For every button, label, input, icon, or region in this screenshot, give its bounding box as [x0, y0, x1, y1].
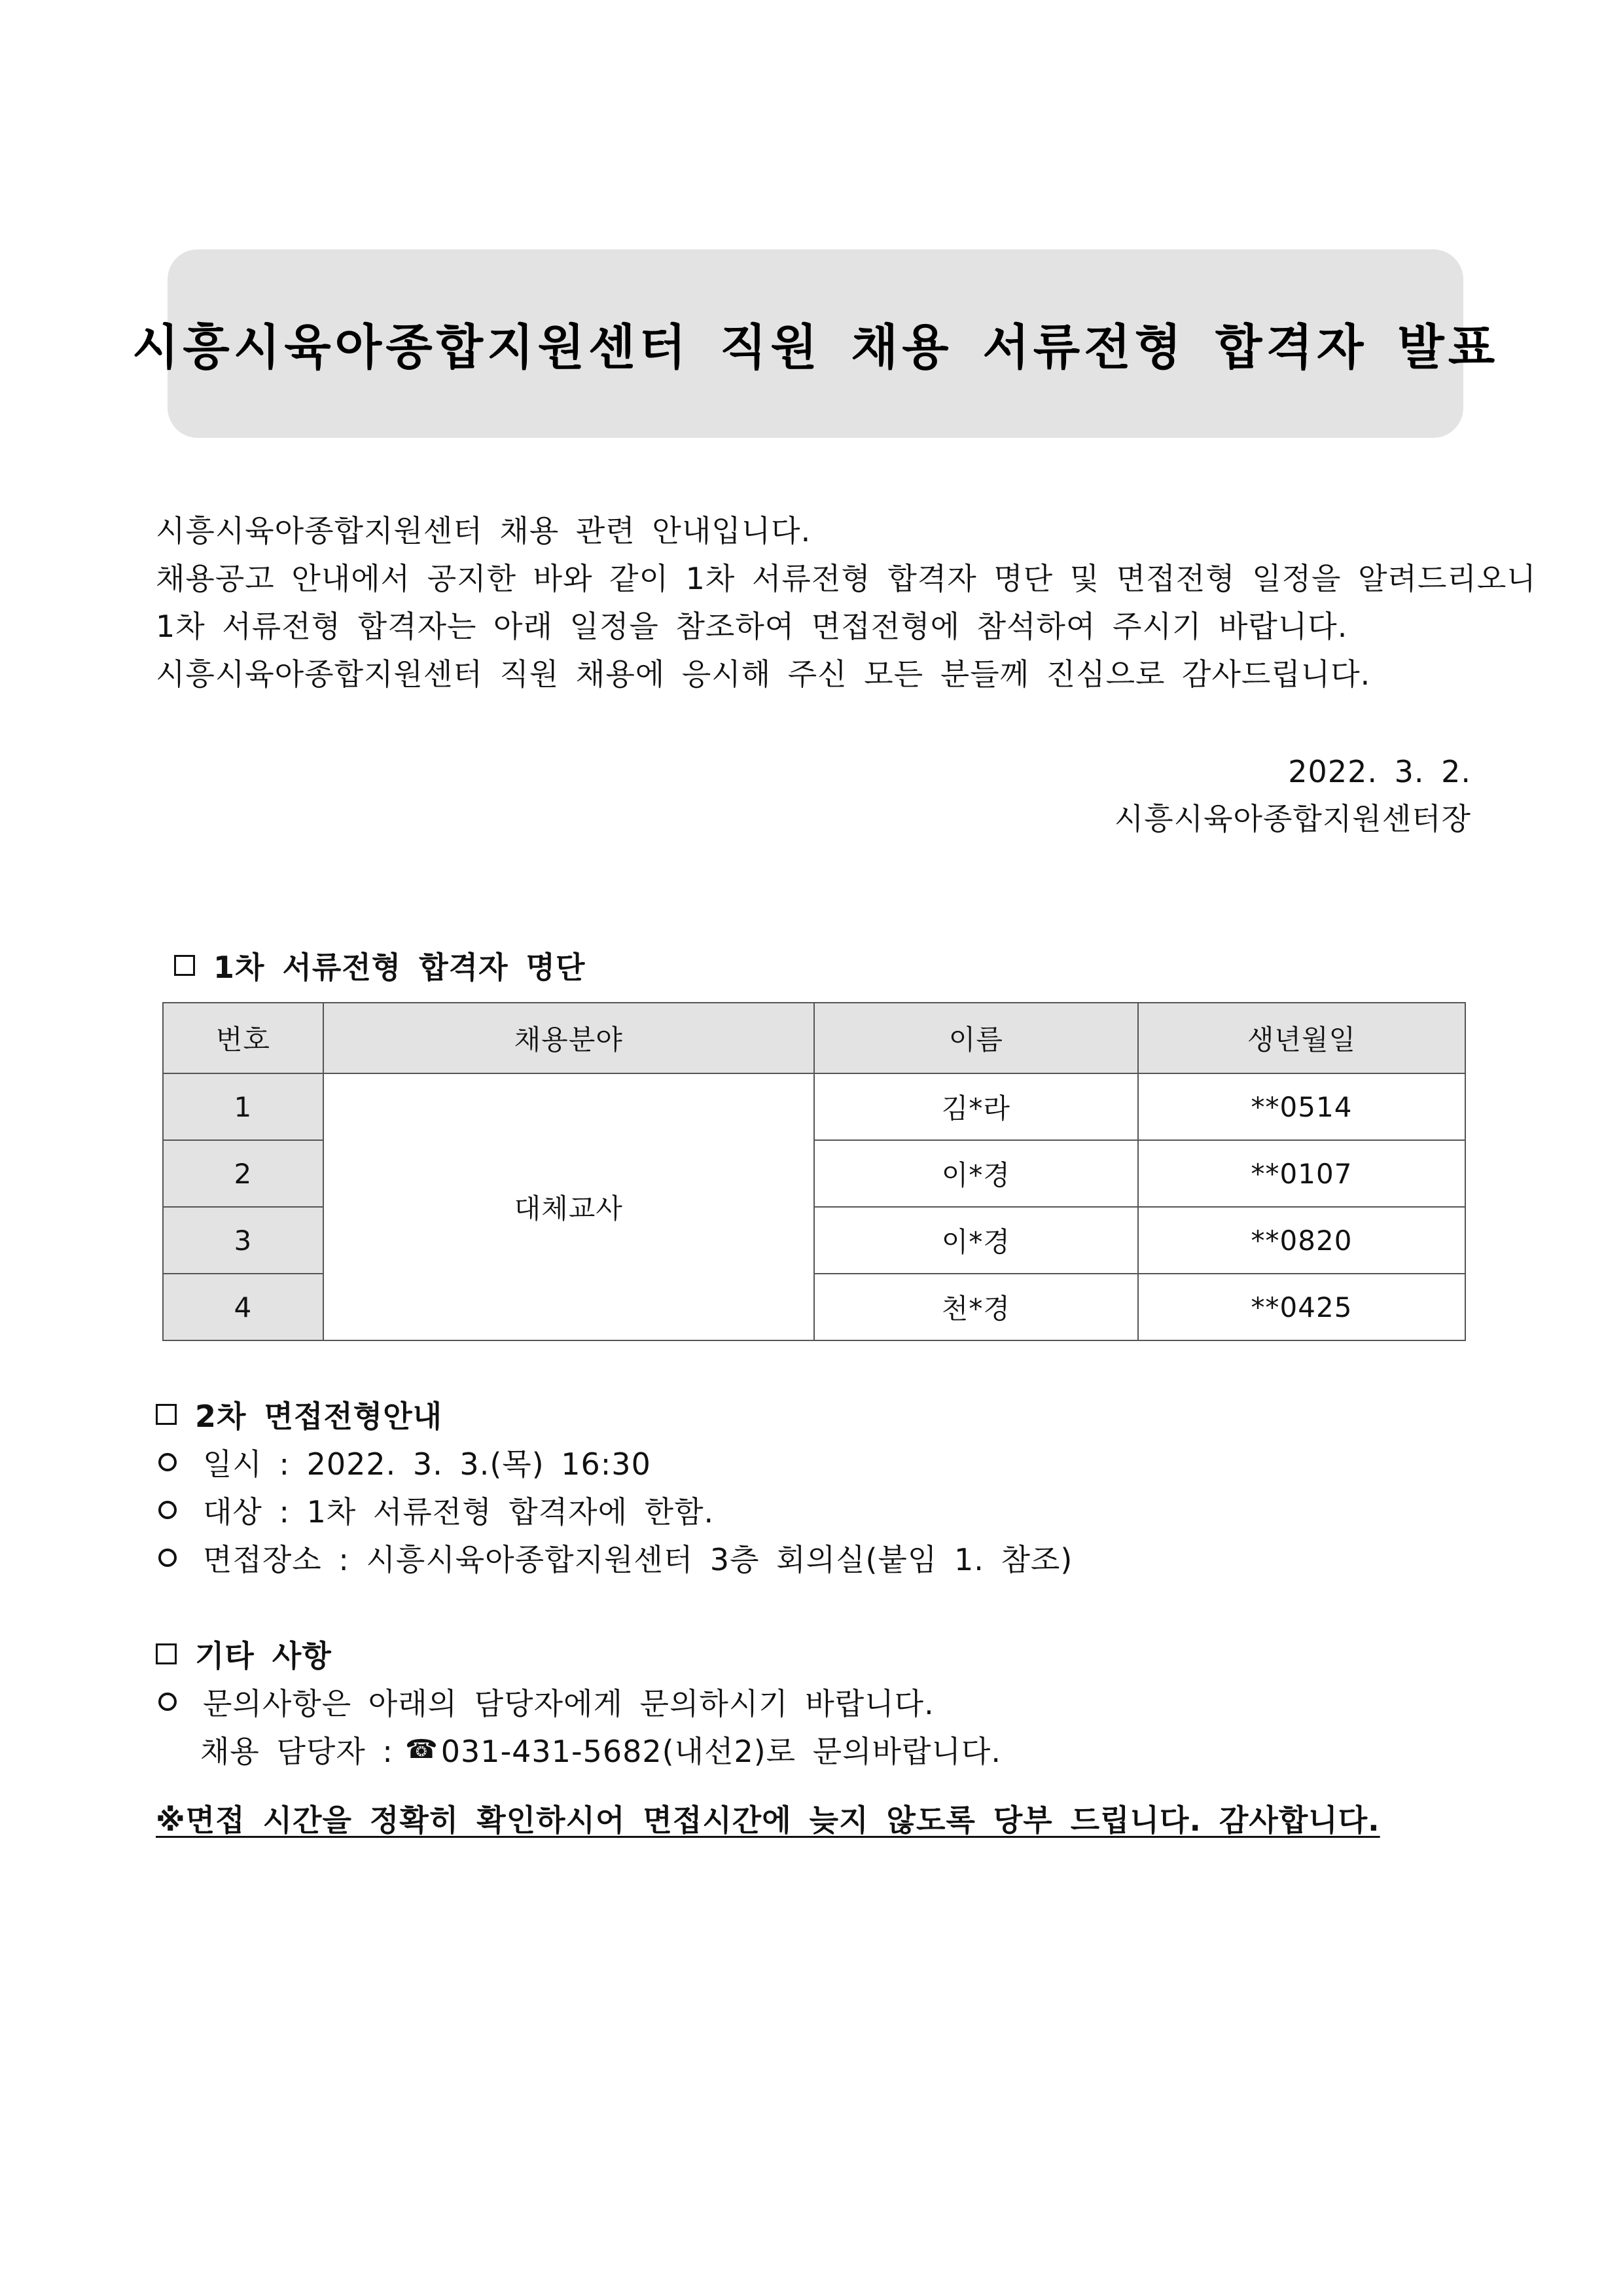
- phone-icon: ☎: [404, 1734, 438, 1765]
- issuer: 시흥시육아종합지원센터장: [1114, 801, 1471, 836]
- cell-name: 이*경: [814, 1140, 1138, 1207]
- section1-heading-text: 1차 서류전형 합격자 명단: [213, 950, 586, 985]
- header-birth: 생년월일: [1138, 1003, 1465, 1073]
- square-bullet-icon: [156, 1643, 177, 1664]
- cell-birth: **0820: [1138, 1207, 1465, 1274]
- interview-date-item: [156, 1441, 651, 1484]
- cell-number: 4: [163, 1274, 323, 1340]
- circle-bullet-icon: [158, 1693, 177, 1711]
- cell-birth: **0107: [1138, 1140, 1465, 1207]
- header-field: 채용분야: [323, 1003, 814, 1073]
- header-number: 번호: [163, 1003, 323, 1073]
- table-header-row: [163, 1003, 1465, 1073]
- contact-label: 채용 담당자 :: [200, 1734, 393, 1769]
- section2-heading-text: 2차 면접전형안내: [195, 1399, 443, 1434]
- cell-number: 3: [163, 1207, 323, 1274]
- intro-line: 1차 서류전형 합격자는 아래 일정을 참조하여 면접전형에 참석하여 주시기 바랍니다.: [156, 609, 1348, 644]
- intro-paragraph: [156, 507, 1537, 698]
- cell-birth: **0425: [1138, 1274, 1465, 1340]
- interview-location-text: 면접장소 : 시흥시육아종합지원센터 3층 회의실(붙임 1. 참조): [203, 1542, 1073, 1577]
- intro-line: 채용공고 안내에서 공지한 바와 같이 1차 서류전형 합격자 명단 및 면접전형 일정을 알려드리오니: [156, 561, 1537, 596]
- cell-name: 이*경: [814, 1207, 1138, 1274]
- section3-heading-text: 기타 사항: [195, 1638, 332, 1674]
- intro-line: 시흥시육아종합지원센터 직원 채용에 응시해 주신 모든 분들께 진심으로 감사드립니다.: [156, 656, 1371, 692]
- header-name: 이름: [814, 1003, 1138, 1073]
- section2-heading: [156, 1393, 442, 1436]
- cell-name: 김*라: [814, 1073, 1138, 1140]
- interview-location-item: [156, 1536, 1073, 1579]
- contact-text: 031-431-5682(내선2)로 문의바랍니다.: [440, 1734, 1001, 1769]
- cell-name: 천*경: [814, 1274, 1138, 1340]
- results-table: [162, 1002, 1466, 1341]
- cell-field: 대체교사: [323, 1073, 814, 1340]
- cell-birth: **0514: [1138, 1073, 1465, 1140]
- square-bullet-icon: [156, 1404, 177, 1425]
- table-row: [163, 1073, 1465, 1140]
- signature-block: [1115, 748, 1471, 842]
- circle-bullet-icon: [158, 1549, 177, 1567]
- page-title: 시흥시육아종합지원센터 직원 채용 서류전형 합격자 발표: [132, 319, 1499, 376]
- circle-bullet-icon: [158, 1501, 177, 1519]
- section1-heading: [174, 944, 585, 987]
- intro-line: 시흥시육아종합지원센터 채용 관련 안내입니다.: [156, 513, 812, 548]
- inquiry-item: [156, 1680, 935, 1723]
- issue-date: 2022. 3. 2.: [1288, 754, 1471, 789]
- interview-target-text: 대상 : 1차 서류전형 합격자에 한함.: [203, 1494, 715, 1530]
- interview-date-text: 일시 : 2022. 3. 3.(목) 16:30: [203, 1446, 651, 1482]
- square-bullet-icon: [174, 955, 195, 976]
- section3-heading: [156, 1632, 332, 1676]
- circle-bullet-icon: [158, 1453, 177, 1471]
- inquiry-text: 문의사항은 아래의 담당자에게 문의하시기 바랍니다.: [203, 1686, 935, 1721]
- interview-target-item: [156, 1488, 714, 1532]
- title-box: [132, 249, 1499, 438]
- cell-number: 2: [163, 1140, 323, 1207]
- cell-number: 1: [163, 1073, 323, 1140]
- contact-line: [200, 1728, 1001, 1771]
- notice-text: ※면접 시간을 정확히 확인하시어 면접시간에 늦지 않도록 당부 드립니다. 감사합니다.: [156, 1803, 1380, 1838]
